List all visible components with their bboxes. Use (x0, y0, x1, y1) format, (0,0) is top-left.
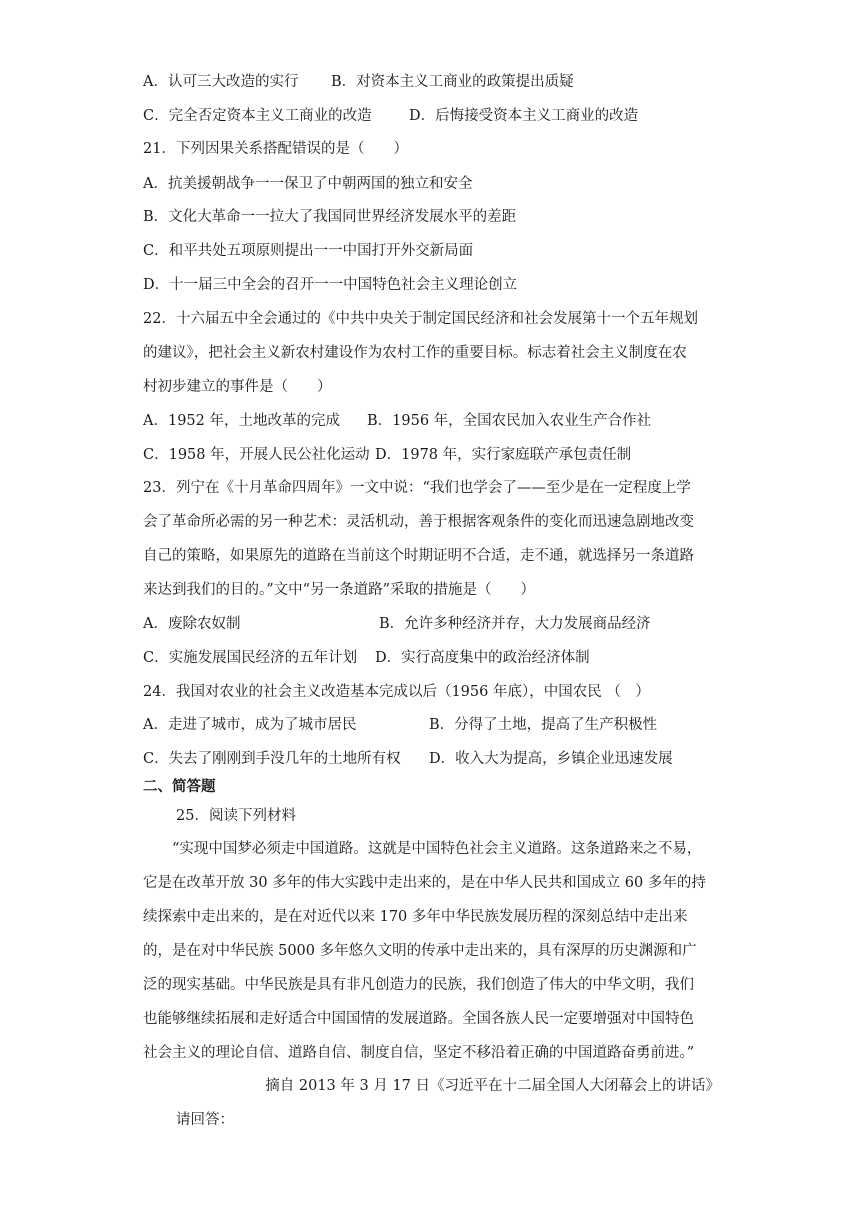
q22-stem-line-1: 22．十六届五中全会通过的《中共中央关于制定国民经济和社会发展第十一个五年规划 (143, 311, 698, 327)
q23-option-a: A．废除农奴制 (143, 616, 241, 632)
q21-option-a: A．抗美援朝战争一一保卫了中朝两国的独立和安全 (143, 176, 473, 192)
quote-line-6: 也能够继续拓展和走好适合中国国情的发展道路。全国各族人民一定要增强对中国特色 (143, 1011, 694, 1027)
quote-line-2: 它是在改革开放 30 多年的伟大实践中走出来的，是在中华人民共和国成立 60 多年的持 (143, 875, 706, 891)
q22-stem-line-2: 的建议》，把社会主义新农村建设作为农村工作的重要目标。标志着社会主义制度在农 (143, 345, 687, 361)
q24-option-a: A．走进了城市，成为了城市居民 (143, 717, 357, 733)
quote-line-5: 泛的现实基础。中华民族是具有非凡创造力的民族，我们创造了伟大的中华文明，我们 (143, 977, 694, 993)
q21-option-c: C．和平共处五项原则提出一一中国打开外交新局面 (143, 243, 474, 259)
q22-stem-line-3: 村初步建立的事件是（ ） (143, 379, 332, 395)
q20-option-d: D．后悔接受资本主义工商业的改造 (409, 108, 639, 124)
q25-intro: 25．阅读下列材料 (176, 808, 296, 824)
quote-line-4: 的，是在对中华民族 5000 多年悠久文明的传承中走出来的，具有深厚的历史渊源和广 (143, 943, 697, 959)
q22-option-a: A．1952 年，土地改革的完成 (143, 413, 340, 429)
q24-option-b: B．分得了土地，提高了生产积极性 (429, 717, 658, 733)
quote-line-3: 续探索中走出来的，是在对近代以来 170 多年中华民族发展历程的深刻总结中走出来 (143, 909, 688, 925)
quote-line-1: “实现中国梦必须走中国道路。这就是中国特色社会主义道路。这条道路来之不易， (172, 841, 702, 857)
answer-prompt: 请回答： (176, 1112, 234, 1128)
q21-option-b: B．文化大革命一一拉大了我国同世界经济发展水平的差距 (143, 209, 517, 225)
quote-source: 摘自 2013 年 3 月 17 日《习近平在十二届全国人大闭幕会上的讲话》 (265, 1078, 720, 1094)
section-title: 二、简答题 (143, 778, 216, 795)
q23-stem-line-3: 自己的策略，如果原先的道路在当前这个时期证明不合适，走不通，就选择另一条道路 (143, 548, 694, 564)
q20-option-a: A．认可三大改造的实行 (143, 74, 299, 90)
q20-option-b: B．对资本主义工商业的政策提出质疑 (331, 74, 574, 90)
q22-option-b: B．1956 年，全国农民加入农业生产合作社 (367, 413, 652, 429)
q23-option-b: B．允许多种经济并存，大力发展商品经济 (379, 616, 651, 632)
q24-stem: 24．我国对农业的社会主义改造基本完成以后（1956 年底），中国农民 （ ） (143, 684, 650, 700)
q23-option-c: C．实施发展国民经济的五年计划 (143, 650, 358, 666)
q22-option-c: C．1958 年，开展人民公社化运动 (143, 447, 370, 463)
q24-option-c: C．失去了刚刚到手没几年的土地所有权 (143, 751, 401, 767)
q24-option-d: D．收入大为提高，乡镇企业迅速发展 (429, 751, 673, 767)
q22-option-d: D．1978 年，实行家庭联产承包责任制 (375, 447, 632, 463)
q23-stem-line-2: 会了革命所必需的另一种艺术：灵活机动，善于根据客观条件的变化而迅速急剧地改变 (143, 514, 694, 530)
q20-option-c: C．完全否定资本主义工商业的改造 (143, 108, 372, 124)
q21-option-d: D．十一届三中全会的召开一一中国特色社会主义理论创立 (143, 277, 518, 293)
q23-stem-line-1: 23．列宁在《十月革命四周年》一文中说：“我们也学会了——至少是在一定程度上学 (143, 480, 691, 496)
q21-stem: 21．下列因果关系搭配错误的是（ ） (143, 141, 408, 157)
q23-option-d: D．实行高度集中的政治经济体制 (375, 650, 590, 666)
q23-stem-line-4: 来达到我们的目的。”文中“另一条道路”采取的措施是（ ） (143, 582, 535, 598)
quote-line-7: 社会主义的理论自信、道路自信、制度自信，坚定不移沿着正确的中国道路奋勇前进。” (143, 1045, 695, 1061)
